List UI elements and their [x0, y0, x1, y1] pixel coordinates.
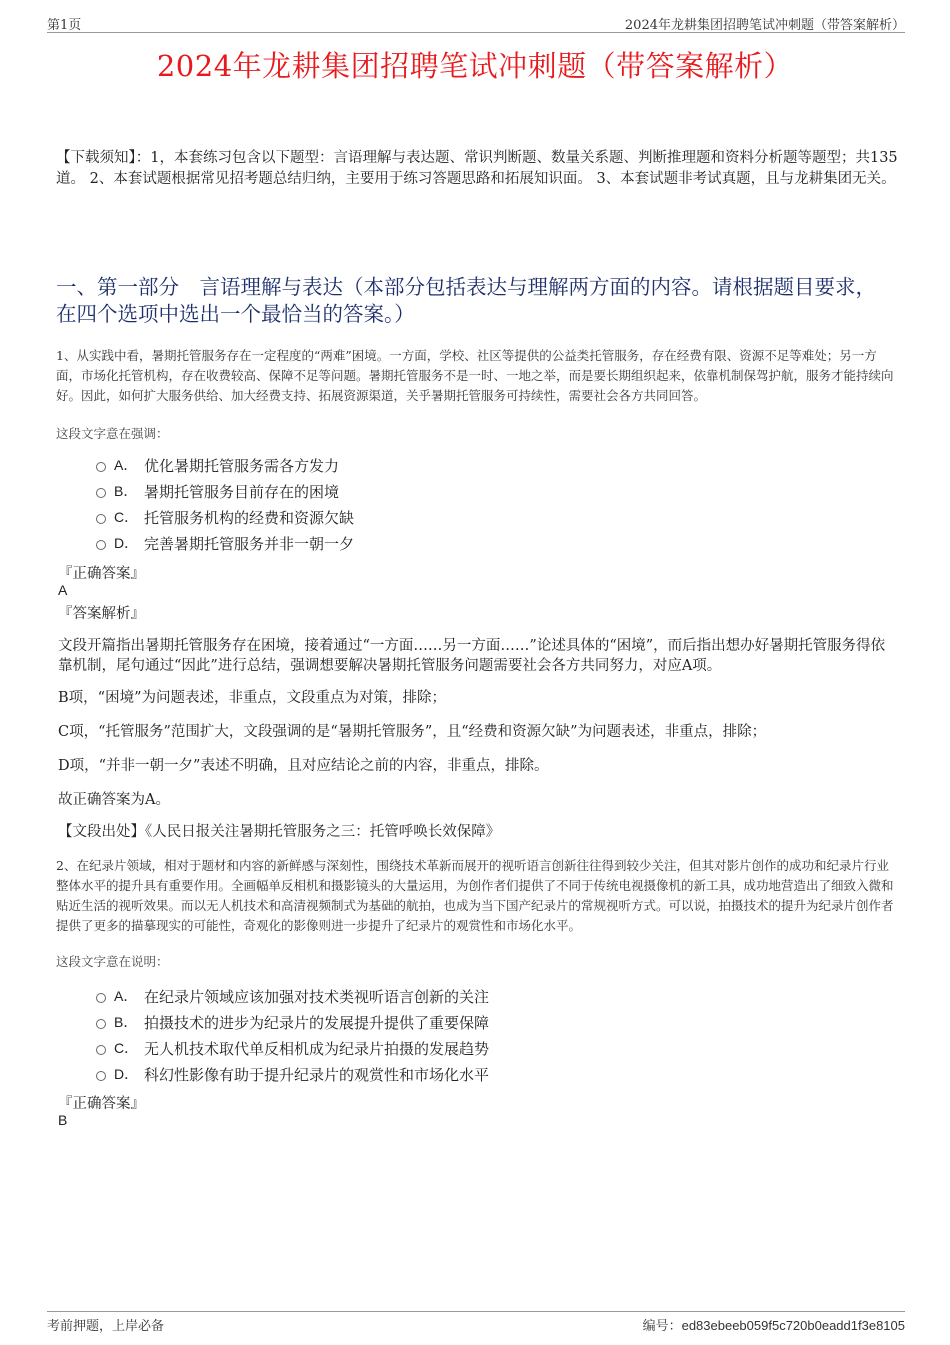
question-1-option-c[interactable]: [96, 504, 354, 530]
option-text: 科幻性影像有助于提升纪录片的观赏性和市场化水平: [144, 1065, 490, 1084]
question-2-answer: B: [58, 1112, 68, 1128]
question-1-analysis-label: 『答案解析』: [58, 606, 145, 622]
option-text: 拍摄技术的进步为纪录片的发展提升提供了重要保障: [144, 1013, 490, 1032]
question-1-text: 1、从实践中看，暑期托管服务存在一定程度的“两难”困境。一方面，学校、社区等提供的公益类托管服务，存在经费有限、资源不足等难处；另一方面，市场化托管机构，存在收费较高、保障不足等问题。暑期托管服务不是一时、一地之举，而是要长期组织起来，依靠机制保驾护航，服务才能持续向好。因此，如何扩大服务供给、加大经费支持、拓展资源渠道，关乎暑期托管服务可持续性，需要社会各方共同回答。: [56, 348, 894, 403]
footer-slogan: 考前押题，上岸必备: [47, 1319, 165, 1334]
radio-icon[interactable]: [96, 1019, 106, 1029]
option-letter: A．: [114, 988, 138, 1004]
radio-icon[interactable]: [96, 1045, 106, 1055]
option-text: 托管服务机构的经费和资源欠缺: [144, 508, 355, 527]
footer-code-value: ed83ebeeb059f5c720b0eadd1f3e8105: [681, 1318, 905, 1333]
option-letter: C．: [114, 509, 139, 525]
radio-icon[interactable]: [96, 514, 106, 524]
footer-code: [643, 1315, 905, 1334]
question-1-analysis-d: D项，“并非一朝一夕”表述不明确，且对应结论之前的内容，非重点，排除。: [58, 758, 549, 774]
radio-icon[interactable]: [96, 462, 106, 472]
page-footer: [47, 1311, 905, 1332]
question-1-conclusion: 故正确答案为A。: [58, 792, 170, 808]
radio-icon[interactable]: [96, 1071, 106, 1081]
radio-icon[interactable]: [96, 540, 106, 550]
question-2-answer-label: 『正确答案』: [58, 1096, 145, 1112]
option-letter: B．: [114, 483, 138, 499]
question-2-prompt: 这段文字意在说明：: [56, 954, 169, 969]
question-1-analysis-c: C项，“托管服务”范围扩大，文段强调的是“暑期托管服务”，且“经费和资源欠缺”为问题表述，非重点，排除；: [58, 724, 767, 740]
document-title: 2024年龙耕集团招聘笔试冲刺题（带答案解析）: [156, 49, 794, 83]
question-1-analysis-b: B项，“困境”为问题表述，非重点，文段重点为对策，排除；: [58, 690, 446, 706]
option-letter: B．: [114, 1014, 138, 1030]
question-1-option-d[interactable]: [96, 530, 354, 556]
download-notice: 【下载须知】：1，本套练习包含以下题型：言语理解与表达题、常识判断题、数量关系题、判断推理题和资料分析题等题型；共135道。 2、本套试题根据常见招考题总结归纳，主要用于练习答题思路和拓展知识面。 3、本套试题非考试真题，且与龙耕集团无关。: [56, 150, 898, 187]
option-letter: C．: [114, 1040, 139, 1056]
radio-icon[interactable]: [96, 488, 106, 498]
question-1-prompt: 这段文字意在强调：: [56, 426, 169, 441]
option-letter: D．: [114, 1066, 139, 1082]
radio-icon[interactable]: [96, 993, 106, 1003]
footer-code-label: 编号：: [642, 1319, 682, 1334]
option-letter: A．: [114, 457, 138, 473]
question-2-option-a[interactable]: [96, 983, 489, 1009]
option-text: 暑期托管服务目前存在的困境: [144, 482, 340, 501]
option-letter: D．: [114, 535, 139, 551]
option-text: 完善暑期托管服务并非一朝一夕: [144, 534, 355, 553]
question-1-option-b[interactable]: [96, 478, 354, 504]
question-1-options: [96, 452, 354, 556]
page-number: 第1页: [47, 18, 82, 33]
question-2-option-c[interactable]: [96, 1035, 489, 1061]
question-1-source: 【文段出处】《人民日报关注暑期托管服务之三：托管呼唤长效保障》: [58, 824, 501, 840]
option-text: 在纪录片领域应该加强对技术类视听语言创新的关注: [144, 987, 490, 1006]
question-2-options: [96, 983, 489, 1087]
question-1-answer-label: 『正确答案』: [58, 566, 145, 582]
header-doc-title: 2024年龙耕集团招聘笔试冲刺题（带答案解析）: [624, 18, 905, 33]
question-2-text: 2、在纪录片领域，相对于题材和内容的新鲜感与深刻性，围绕技术革新而展开的视听语言创新往往得到较少关注，但其对影片创作的成功和纪录片行业整体水平的提升具有重要作用。全画幅单反相机和摄影镜头的大量运用，为创作者们提供了不同于传统电视摄像机的新工具，成功地营造出了细致入微和贴近生活的视听效果。而以无人机技术和高清视频制式为基础的航拍，也成为当下国产纪录片的常规视听方式。可以说，拍摄技术的提升为纪录片创作者提供了更多的描摹现实的可能性，奇观化的影像则进一步提升了纪录片的观赏性和市场化水平。: [56, 858, 894, 933]
option-text: 优化暑期托管服务需各方发力: [144, 456, 340, 475]
question-2-option-b[interactable]: [96, 1009, 489, 1035]
question-1-analysis-main: 文段开篇指出暑期托管服务存在困境，接着通过“一方面……另一方面……”论述具体的“困境”，而后指出想办好暑期托管服务得依靠机制，尾句通过“因此”进行总结，强调想要解决暑期托管服务问题需要社会各方共同努力，对应A项。: [58, 638, 886, 674]
question-1-option-a[interactable]: [96, 452, 354, 478]
section-heading: 一、第一部分 言语理解与表达（本部分包括表达与理解两方面的内容。请根据题目要求，在四个选项中选出一个最恰当的答案。）: [56, 275, 876, 326]
question-2-option-d[interactable]: [96, 1061, 489, 1087]
question-1-answer: A: [58, 582, 68, 598]
option-text: 无人机技术取代单反相机成为纪录片拍摄的发展趋势: [144, 1039, 490, 1058]
page-header: [47, 12, 905, 33]
